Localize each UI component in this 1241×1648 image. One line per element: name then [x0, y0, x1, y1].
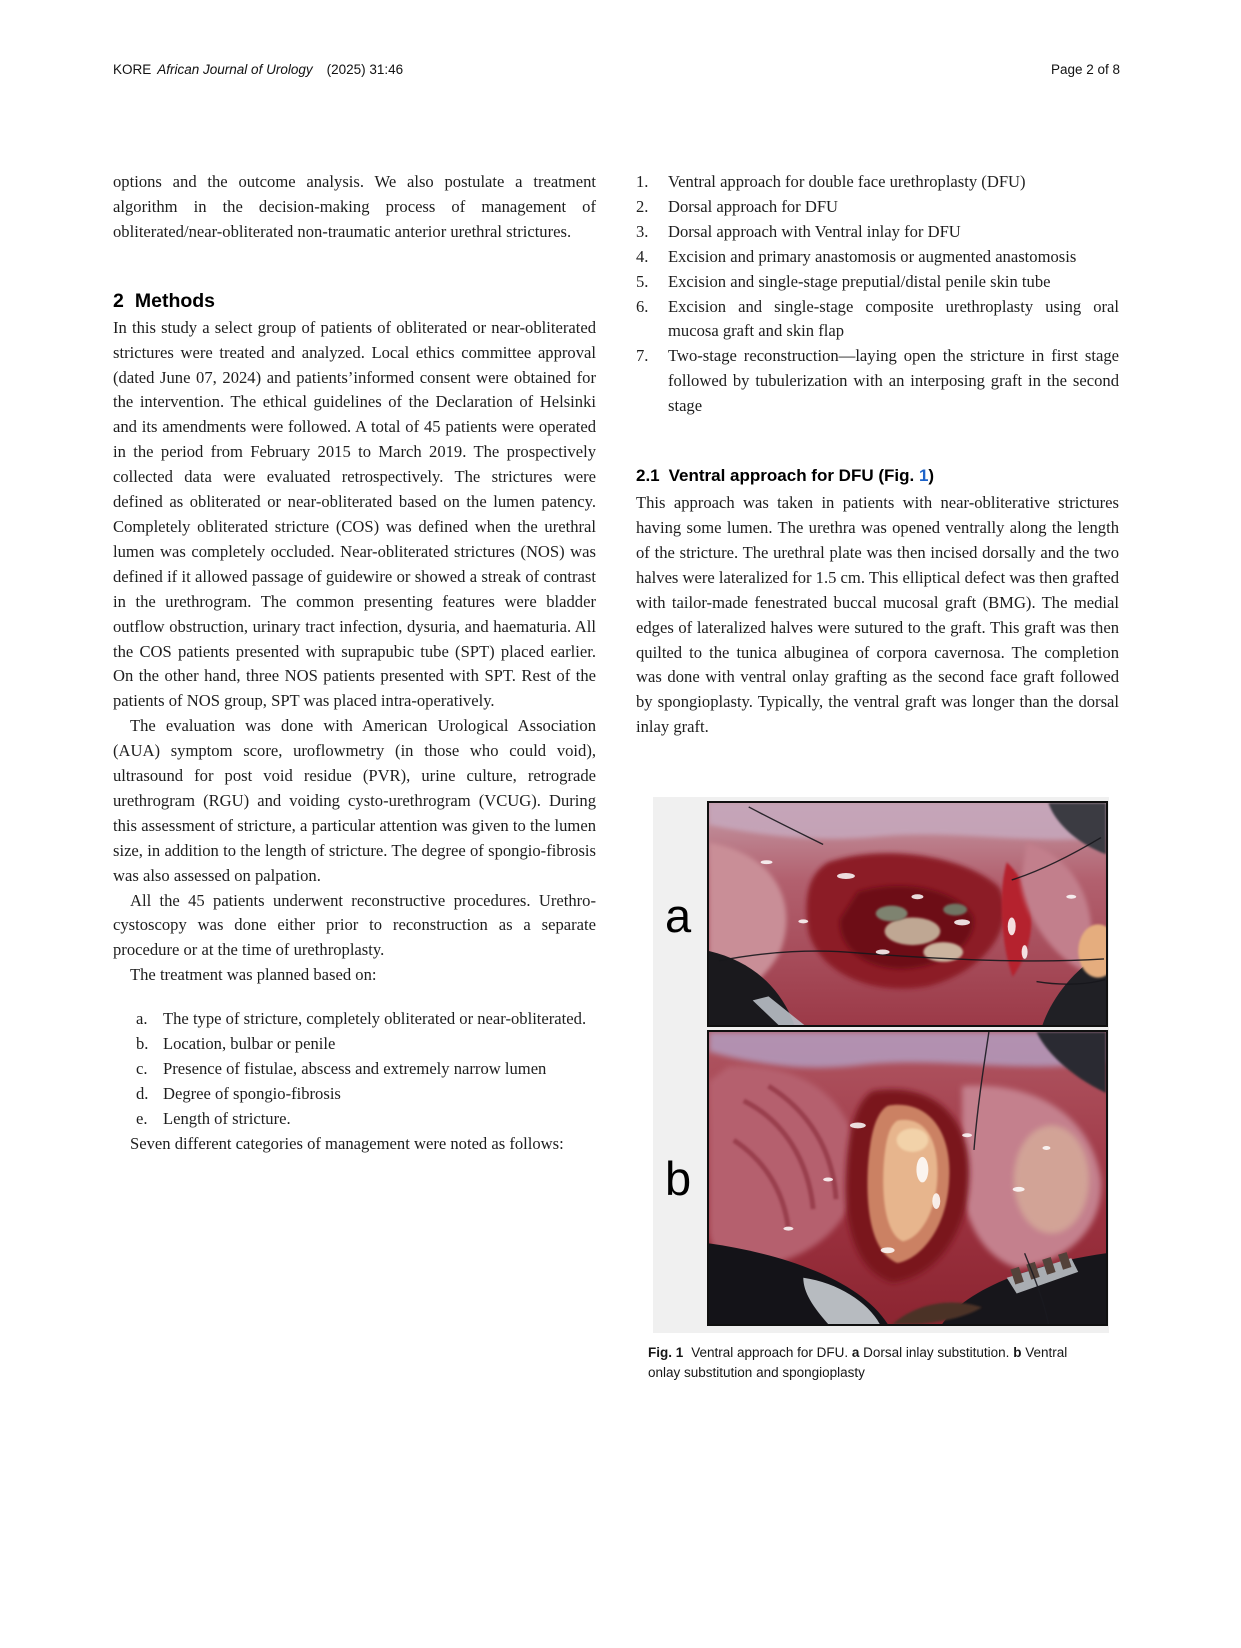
- list-item: [136, 1107, 596, 1132]
- two-column-layout: [113, 170, 1120, 1382]
- figure-caption-text-3: Ventral onlay substitution and spongioplasty: [648, 1345, 1068, 1380]
- page-header: [113, 62, 1120, 77]
- list-marker: 1.: [636, 172, 649, 191]
- methods-paragraph-4: The treatment was planned based on:: [130, 965, 377, 985]
- figure-1-canvas: [653, 797, 1109, 1333]
- figure-1: [636, 797, 1119, 1382]
- list-marker: 6.: [636, 296, 649, 316]
- list-item-text: Dorsal approach for DFU: [668, 196, 839, 216]
- section-heading-suffix: ): [928, 466, 935, 486]
- list-item: [136, 1082, 596, 1107]
- list-item-text: Presence of fistulae, abscess and extremely narrow lumen: [163, 1059, 547, 1078]
- list-item-text: Degree of spongio-fibrosis: [163, 1083, 341, 1103]
- figure-photos: [707, 801, 1108, 1326]
- list-item-text: Excision and single-stage preputial/distal penile skin tube: [668, 271, 1051, 291]
- journal-header-left: [113, 62, 403, 77]
- management-list: [636, 170, 1119, 419]
- list-item: [136, 1007, 596, 1032]
- list-item-text: Ventral approach for double face urethroplasty (DFU): [668, 172, 1026, 191]
- list-item: [636, 295, 1119, 345]
- list-marker: 2.: [636, 196, 649, 216]
- section-2-1-paragraph: This approach was taken in patients with near-obliterative strictures having some lumen. The urethra was opened ventrally along the length of the stricture. The urethral plate was then incised dorsally and the two halves were lateralized for 1.5 cm. This elliptical defect was then grafted with tailor-made fenestrated buccal mucosal graft (BMG). The medial edges of lateralized halves were sutured to the graft. This graft was then quilted to the tunica albuginea of corpora cavernosa. The completion was done with ventral onlay grafting as the second face graft followed by spongioplasty. Typically, the ventral graft was longer than the dorsal inlay graft.: [636, 493, 1120, 737]
- panel-a-label: a: [665, 889, 692, 943]
- right-column: [636, 170, 1119, 1382]
- figure-caption-a-label: a: [851, 1345, 860, 1361]
- methods-heading-number: 2: [113, 289, 124, 312]
- list-marker: d.: [136, 1083, 149, 1103]
- figure-caption-b-label: b: [1013, 1345, 1022, 1361]
- figure-1-link[interactable]: 1: [918, 466, 929, 486]
- intro-paragraph: options and the outcome analysis. We also postulate a treatment algorithm in the decision-making process of management of obliterated/near-obliterated non-traumatic anterior urethral strictures.: [113, 172, 596, 241]
- section-heading-number: 2.1: [636, 466, 660, 486]
- journal-issue: (2025) 31:46: [326, 62, 404, 77]
- list-marker: 7.: [636, 346, 649, 366]
- figure-caption-label: Fig. 1: [648, 1345, 684, 1361]
- section-2-1-heading: [636, 466, 1119, 486]
- page-number: Page 2 of 8: [1050, 62, 1120, 77]
- list-item: [636, 170, 1119, 195]
- list-item-text: Excision and single-stage composite urethroplasty using oral mucosa graft and skin flap: [668, 296, 1119, 341]
- closing-paragraph: Seven different categories of management were noted as follows:: [130, 1133, 564, 1153]
- methods-paragraph-1: In this study a select group of patients of obliterated or near-obliterated strictures were treated and analyzed. Local ethics committee approval (dated June 07, 2024) and patients’informed consent were obtained for the intervention. The ethical guidelines of the Declaration of Helsinki and its amendments were followed. A total of 45 patients were operated in the period from February 2015 to March 2019. The prospectively collected data were evaluated retrospectively. The strictures were defined as obliterated or near-obliterated based on the lumen patency. Completely obliterated stricture (COS) was defined when the urethral lumen was completely occluded. Near-obliterated strictures (NOS) was defined if it allowed passage of guidewire or showed a streak of contrast in the urethrogram. The common presenting features were bladder outflow obstruction, urinary tract infection, dysuria, and haematuria. All the COS patients presented with suprapubic tube (SPT) placed earlier. On the other hand, three NOS patients presented with SPT. Rest of the patients of NOS group, SPT was placed intra-operatively.: [113, 317, 596, 711]
- methods-heading: [113, 290, 596, 313]
- journal-prefix: KORE: [113, 62, 152, 77]
- list-item-text: Length of stricture.: [163, 1108, 291, 1128]
- list-marker: 3.: [636, 221, 649, 241]
- surgical-photo-a: [707, 801, 1108, 1027]
- list-item-text: Location, bulbar or penile: [163, 1034, 336, 1054]
- list-marker: 5.: [636, 271, 649, 291]
- list-item: [136, 1032, 596, 1057]
- list-marker: 4.: [636, 246, 649, 266]
- surgical-photo-b: [707, 1030, 1108, 1326]
- list-item-text: Excision and primary anastomosis or augmented anastomosis: [668, 246, 1077, 266]
- list-marker: c.: [136, 1059, 148, 1078]
- list-item-text: The type of stricture, completely obliterated or near-obliterated.: [163, 1009, 587, 1029]
- methods-heading-title: Methods: [134, 289, 216, 312]
- criteria-list: [136, 1007, 596, 1132]
- list-item: [136, 1057, 596, 1082]
- panel-b-label: b: [665, 1152, 692, 1206]
- list-marker: e.: [136, 1108, 148, 1128]
- list-item: [636, 245, 1119, 270]
- list-item: [636, 220, 1119, 245]
- section-heading-title: Ventral approach for DFU (Fig.: [668, 466, 919, 486]
- left-column: [113, 170, 596, 1382]
- list-item: [636, 344, 1119, 419]
- list-item-text: Two-stage reconstruction—laying open the stricture in first stage followed by tubulerization with an interposing graft in the second stage: [668, 346, 1119, 416]
- list-item-text: Dorsal approach with Ventral inlay for DFU: [668, 221, 961, 241]
- methods-paragraph-2: The evaluation was done with American Urological Association (AUA) symptom score, uroflowmetry (in those who could void), ultrasound for post void residue (PVR), urine culture, retrograde urethrogram (RGU) and voiding cysto-urethrogram (VCUG). During this assessment of stricture, a particular attention was given to the lumen size, in addition to the length of stricture. The degree of spongio-fibrosis was also assessed on palpation.: [113, 716, 596, 885]
- list-marker: b.: [136, 1034, 149, 1054]
- figure-1-caption: [648, 1343, 1092, 1382]
- list-item: [636, 195, 1119, 220]
- list-item: [636, 270, 1119, 295]
- list-marker: a.: [136, 1009, 148, 1029]
- figure-caption-text-1: Ventral approach for DFU.: [691, 1345, 852, 1361]
- figure-caption-text-2: Dorsal inlay substitution.: [859, 1345, 1014, 1361]
- journal-name: African Journal of Urology: [157, 62, 313, 77]
- methods-paragraph-3: All the 45 patients underwent reconstructive procedures. Urethro-cystoscopy was done either prior to reconstruction as a separate procedure or at the time of urethroplasty.: [113, 890, 596, 960]
